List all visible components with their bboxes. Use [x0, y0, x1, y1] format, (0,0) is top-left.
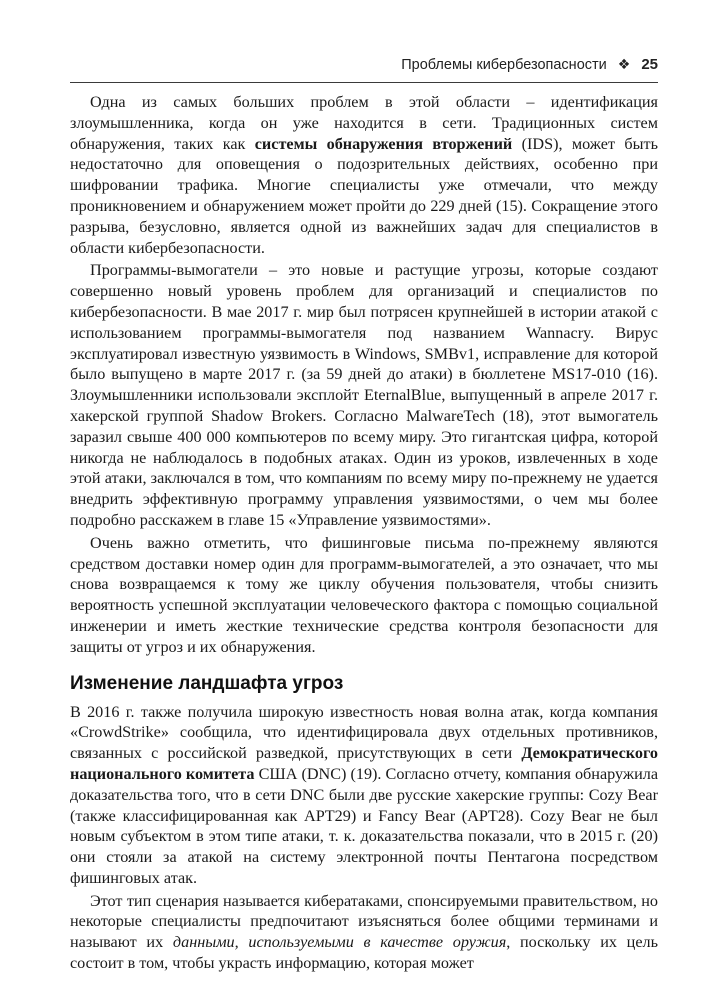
header-right — [401, 56, 658, 73]
term-dnc: Демократического национального комитета — [70, 744, 658, 783]
page-number: 25 — [641, 56, 658, 73]
paragraph-3: Очень важно отметить, что фишинговые письма по-прежнему являются средством доставки номер один для программ-вымогателей, а это означает, что мы снова возвращаемся к тому же циклу обучения пользователя, чтобы снизить вероятность успешной эксплуатации человеческого фактора с помощью социальной инженерии и иметь жесткие технические средства контроля безопасности для защиты от угроз и их обнаружения. — [70, 533, 658, 656]
paragraph-1 — [70, 92, 658, 258]
paragraph-2: Программы-вымогатели – это новые и растущие угрозы, которые создают совершенно новый уровень проблем для организаций и специалистов по кибербезопасности. В мае 2017 г. мир был потрясен крупнейшей в истории атакой с использованием программы-вымогателя под названием Wannacry. Вирус эксплуатировал известную уязвимость в Windows, SMBv1, исправление для которой было выпущено в марте 2017 г. (за 59 дней до атаки) в бюллетене MS17-010 (16). Злоумышленники использовали эксплойт EternalBlue, выпущенный в апреле 2017 г. хакерской группой Shadow Brokers. Согласно MalwareTech (18), этот вымогатель заразил свыше 400 000 компьютеров по всему миру. Это гигантская цифра, которой никогда не наблюдалось в подобных атаках. Один из уроков, извлеченных в ходе этой атаки, заключался в том, что компаниям по всему миру по-прежнему не удается внедрить эффективную программу управления уязвимостями, о чем мы более подробно расскажем в главе 15 «Управление уязвимостями». — [70, 261, 658, 529]
paragraph-1-text-a: Одна из самых больших проблем в этой области – идентификация злоумышленника, когда он уже находится в сети. Традиционных систем обнаружения, таких как — [70, 93, 658, 153]
paragraph-5-text-b: , поскольку их цель состоит в том, чтобы украсть информацию, которая может — [70, 933, 658, 973]
running-header — [70, 50, 658, 83]
term-ids: системы обнаружения вторжений — [254, 134, 513, 153]
paragraph-4-text-a: В 2016 г. также получила широкую известность новая волна атак, когда компания «CrowdStrike» сообщила, что идентифицировала двух отдельных противников, связанных с российской разведкой, присутствующих в сети — [70, 702, 658, 763]
header-title: Проблемы кибербезопасности — [401, 57, 607, 73]
page-body — [70, 92, 658, 974]
ornament-icon: ❖ — [617, 56, 631, 72]
paragraph-1-text-b: (IDS), может быть недостаточно для оповещения о подозрительных действиях, особенно при шифровании трафика. Многие специалисты уже отмечали, что между проникновением и обнаружением может пройти до 229 дней (15). Сокращение этого разрыва, безусловно, является одной из важнейших задач для специалистов в области кибербезопасности. — [70, 134, 658, 257]
term-weaponized-data: данными, используемыми в качестве оружия — [172, 933, 507, 952]
paragraph-4 — [70, 702, 658, 889]
section-heading: Изменение ландшафта угроз — [70, 672, 344, 694]
paragraph-5 — [70, 891, 658, 974]
paragraph-5-text-a: Этот тип сценария называется кибератаками, спонсируемыми правительством, но некоторые специалисты предпочитают изъясняться более общими терминами и называют их — [70, 891, 658, 952]
paragraph-4-text-b: США (DNC) (19). Согласно отчету, компания обнаружила доказательства того, что в сети DNC были две русские хакерские группы: Cozy Bear (также классифицированная как APT29) и Fancy Bear (APT28). Cozy Bear не был новым субъектом в этом типе атаки, т. к. доказательства показали, что в 2015 г. (20) они стояли за атакой на систему электронной почты Пентагона посредством фишинговых атак. — [70, 764, 658, 887]
